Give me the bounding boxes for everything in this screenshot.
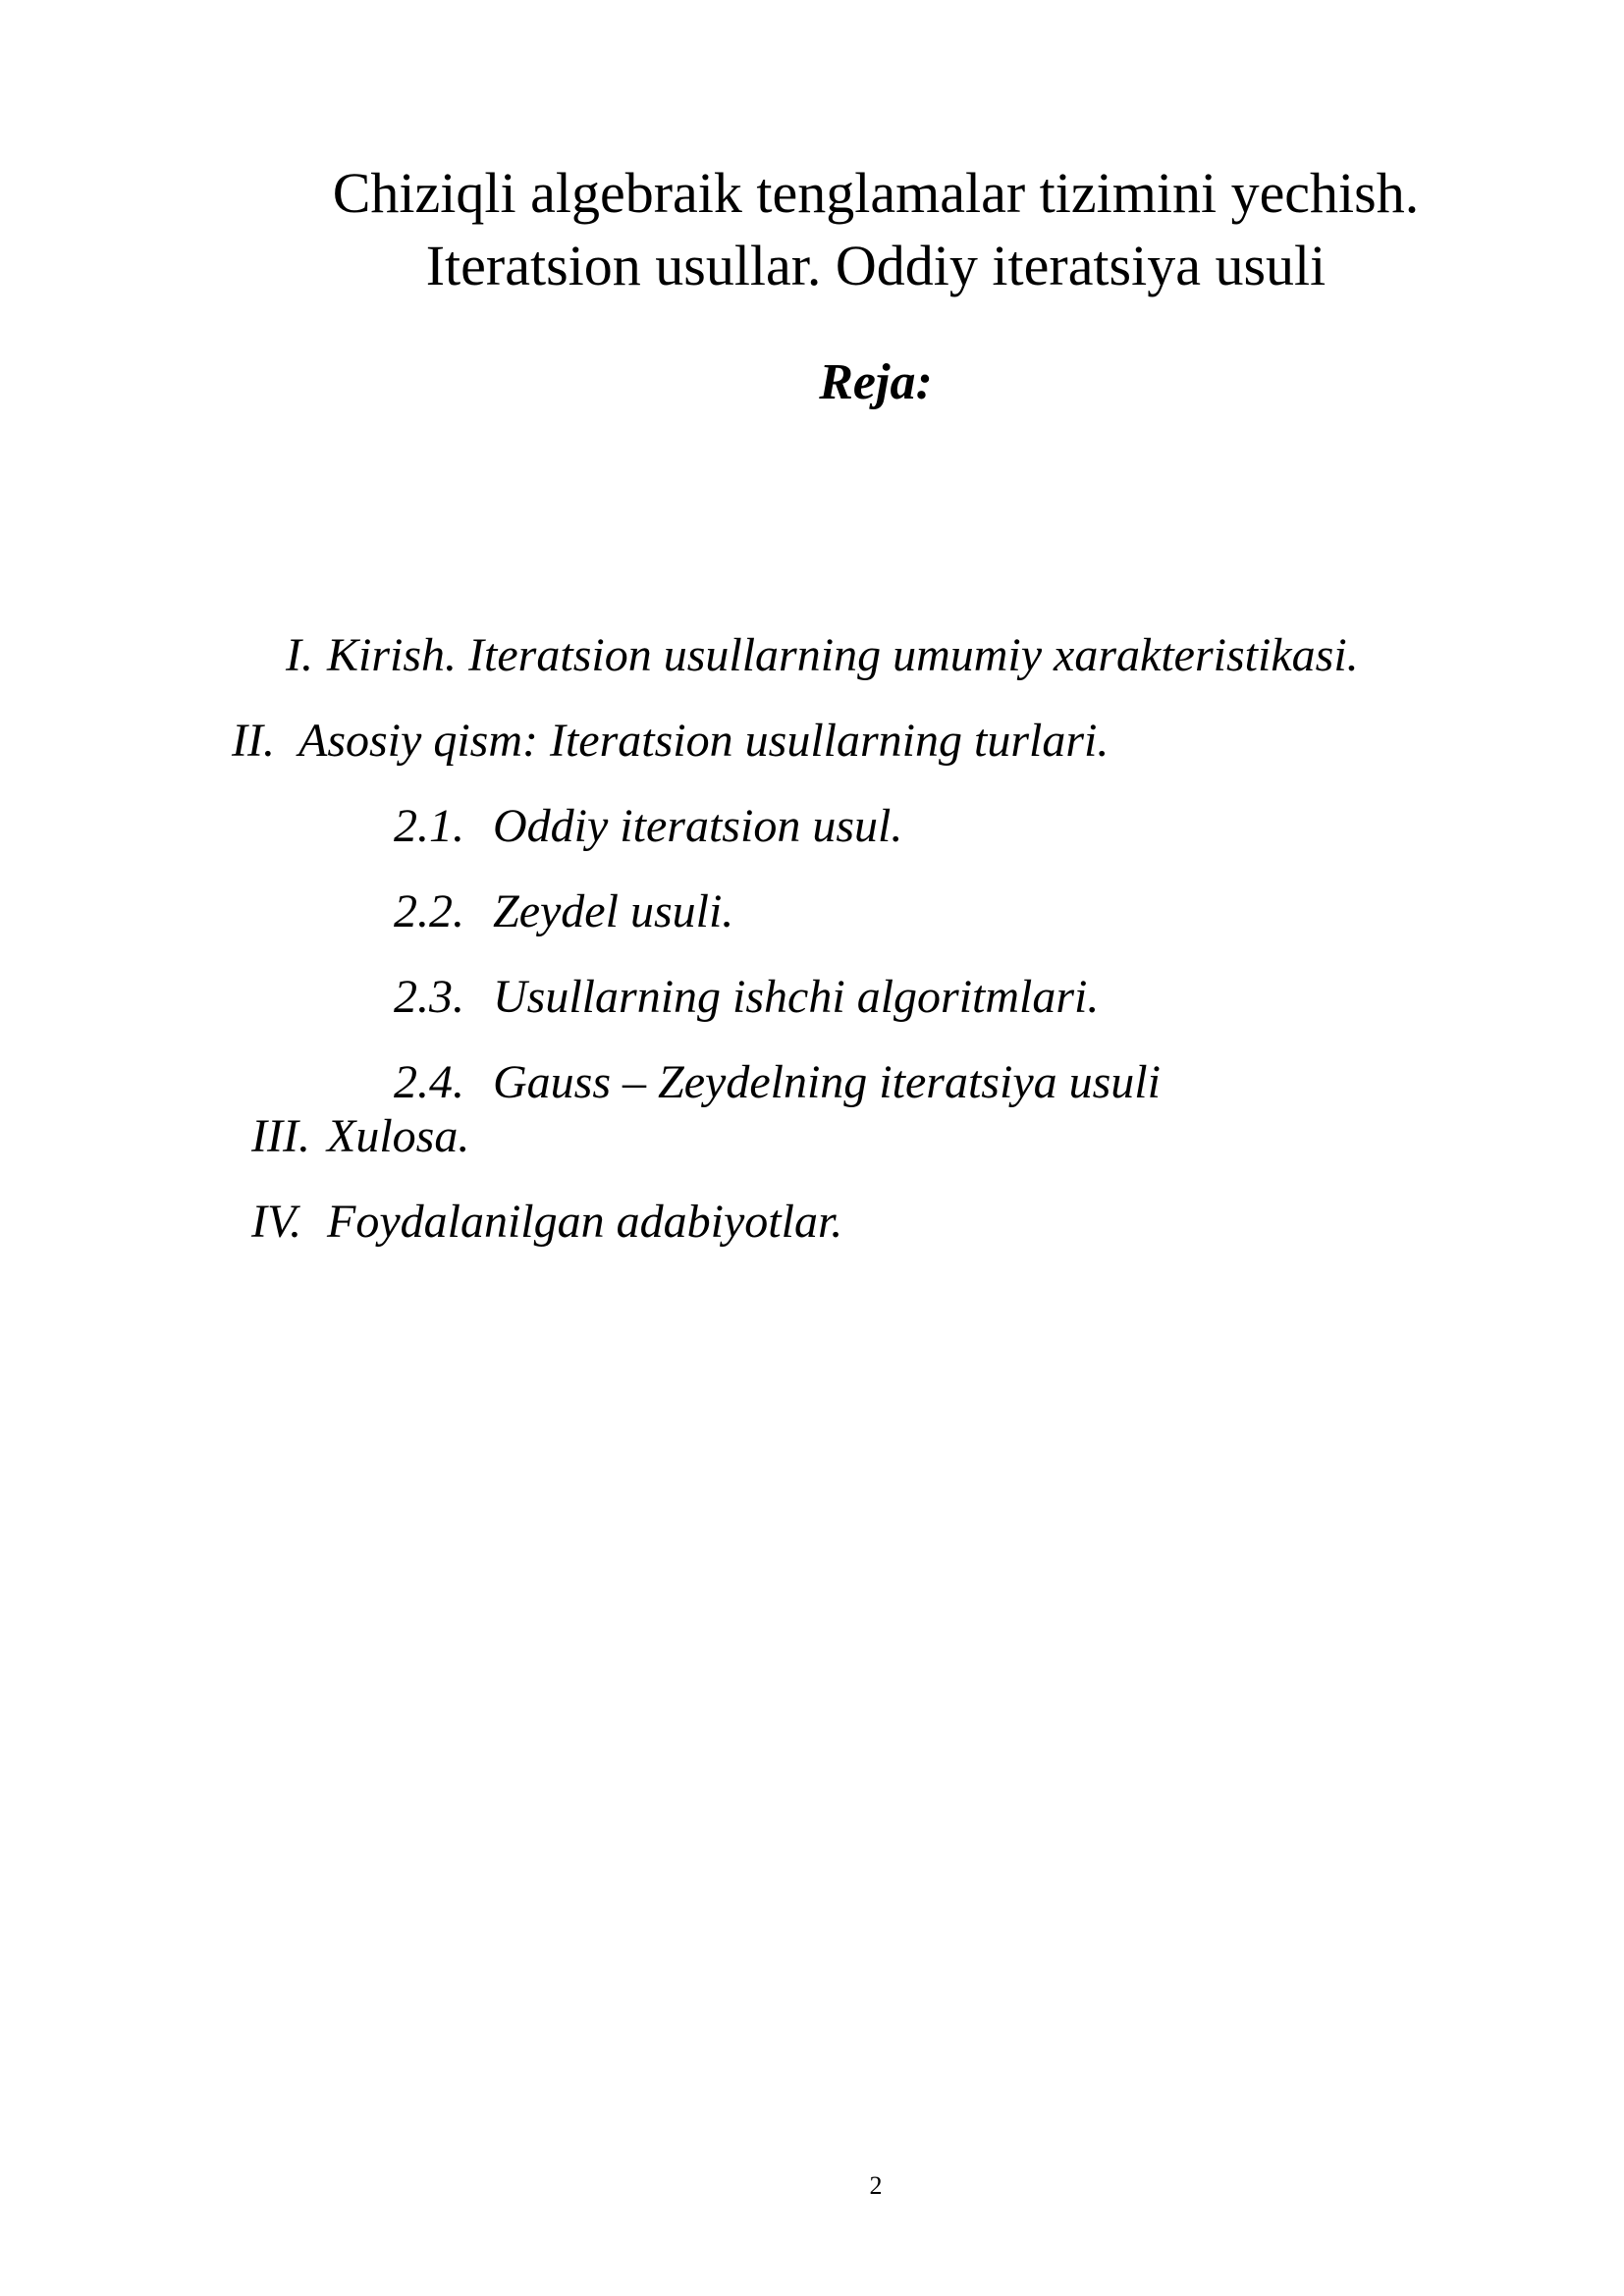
toc-number: I. xyxy=(286,629,313,681)
toc-number: III. xyxy=(251,1110,310,1162)
toc-number: II. xyxy=(232,715,275,767)
toc-number: 2.4. xyxy=(394,1056,464,1108)
toc-text: Zeydel usuli. xyxy=(493,885,734,937)
title-line-1: Chiziqli algebraik tenglamalar tizimini yechish. xyxy=(332,161,1420,225)
toc-text: Usullarning ishchi algoritmlari. xyxy=(493,971,1100,1023)
toc-text: Gauss – Zeydelning iteratsiya usuli xyxy=(493,1056,1161,1108)
toc-number: 2.1. xyxy=(394,800,464,852)
toc-text: Asosiy qism: Iteratsion usullarning turlari. xyxy=(298,715,1110,767)
toc-text: Oddiy iteratsion usul. xyxy=(493,800,903,852)
document-title xyxy=(0,157,1624,302)
toc-number: IV. xyxy=(251,1196,302,1248)
plan-heading: Reja: xyxy=(819,354,933,410)
title-line-2: Iteratsion usullar. Oddiy iteratsiya usuli xyxy=(425,234,1326,297)
toc-number: 2.2. xyxy=(394,885,464,937)
toc-text: Foydalanilgan adabiyotlar. xyxy=(327,1196,843,1248)
toc-text: Xulosa. xyxy=(327,1110,470,1162)
page-number: 2 xyxy=(869,2171,883,2200)
toc-text: Kirish. Iteratsion usullarning umumiy xarakteristikasi. xyxy=(327,629,1359,681)
toc-number: 2.3. xyxy=(394,971,464,1023)
